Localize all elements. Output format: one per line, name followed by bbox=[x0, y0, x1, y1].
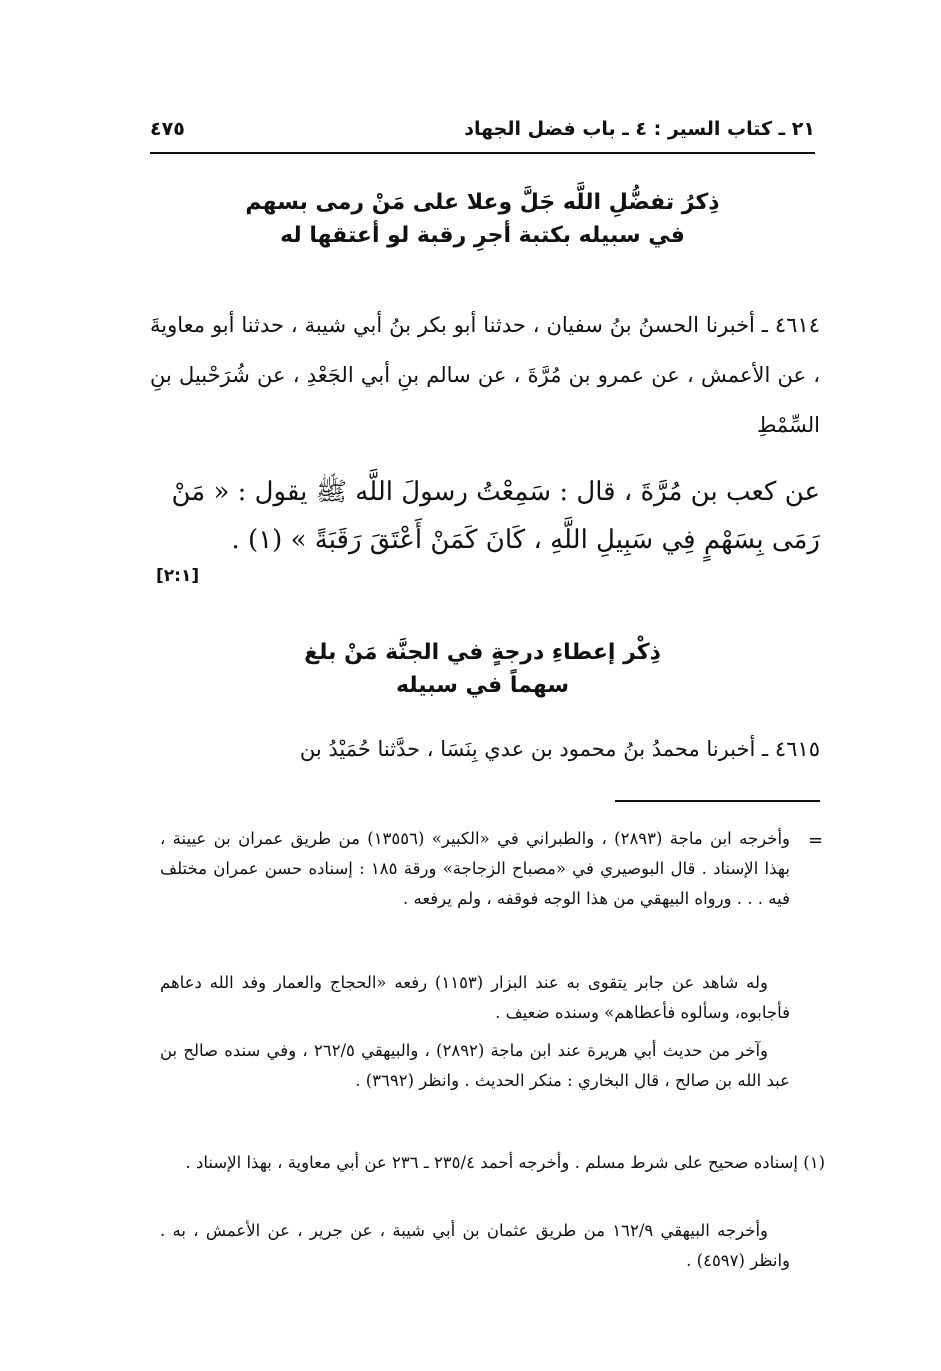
footnote-continuation-mark: = bbox=[808, 830, 824, 851]
header-divider bbox=[150, 152, 815, 154]
page-number: ٤٧٥ bbox=[150, 118, 185, 140]
footnote-paragraph: وأخرجه البيهقي ١٦٢/٩ من طريق عثمان بن أبي شيبة ، عن جرير ، عن الأعمش ، به . وانظر (٤٥٩٧) . bbox=[160, 1221, 790, 1270]
heading-line: ذِكرُ تفضُّلِ اللَّه جَلَّ وعلا على مَنْ رمى بسهم bbox=[245, 190, 720, 215]
chapter-title: ٢١ ـ كتاب السير : ٤ ـ باب فضل الجهاد bbox=[464, 118, 815, 140]
footnote-paragraph: وله شاهد عن جابر يتقوى به عند البزار (١١٥٣) رفعه «الحجاج والعمار وفد الله دعاهم فأجابوه، وسألوه فأعطاهم» وسنده ضعيف . bbox=[160, 973, 790, 1022]
hadith-4615-isnad: ٤٦١٥ ـ أخبرنا محمدُ بنُ محمود بن عدي بِنَسَا ، حدَّثنا حُمَيْدُ بن bbox=[299, 737, 820, 761]
hadith-4614-matn: عن كعب بن مُرَّةَ ، قال : سَمِعْتُ رسولَ اللَّه ﷺ يقول : « مَنْ رَمَى بِسَهْمٍ فِي سَبِيلِ اللَّهِ ، كَانَ كَمَنْ أَعْتَقَ رَقَبَةً » (١) . bbox=[171, 477, 820, 555]
footnote-paragraph: وآخر من حديث أبي هريرة عند ابن ماجة (٢٨٩٢) ، والبيهقي ٢٦٢/٥ ، وفي سنده صالح بن عبد الله بن صالح ، قال البخاري : منكر الحديث . وانظر (٣٦٩٢) . bbox=[160, 1041, 790, 1090]
heading-line: سهماً في سبيله bbox=[395, 673, 570, 698]
heading-line: في سبيله بكتبة أجرِ رقبة لو أعتقها له bbox=[280, 223, 685, 248]
footnote-1: (١) إسناده صحيح على شرط مسلم . وأخرجه أحمد ٢٣٥/٤ ـ ٢٣٦ عن أبي معاوية ، بهذا الإسناد . bbox=[185, 1153, 825, 1172]
section-heading-2 bbox=[150, 636, 815, 702]
hadith-4614-isnad: ٤٦١٤ ـ أخبرنا الحسنُ بنُ سفيان ، حدثنا أبو بكر بنُ أبي شيبة ، حدثنا أبو معاويةَ ، عن الأعمش ، عن عمرو بن مُرَّةَ ، عن سالم بنِ أبي الجَعْدِ ، عن شُرَحْبيل بنِ السِّمْطِ bbox=[150, 313, 820, 437]
footnote-divider bbox=[615, 800, 820, 802]
hadith-reference: [٢:١] bbox=[156, 566, 200, 586]
section-heading-1 bbox=[150, 186, 815, 252]
running-header bbox=[150, 118, 815, 154]
heading-line: ذِكْر إعطاءِ درجةٍ في الجنَّة مَنْ بلغ bbox=[304, 640, 661, 665]
footnote-paragraph: وأخرجه ابن ماجة (٢٨٩٣) ، والطبراني في «الكبير» (١٣٥٥٦) من طريق عمران بن عيينة ، بهذا الإسناد . قال البوصيري في «مصباح الزجاجة» ورقة ١٨٥ : إسناده حسن عمران مختلف فيه . . . ورواه البيهقي من هذا الوجه فوقفه ، ولم يرفعه . bbox=[160, 829, 790, 908]
